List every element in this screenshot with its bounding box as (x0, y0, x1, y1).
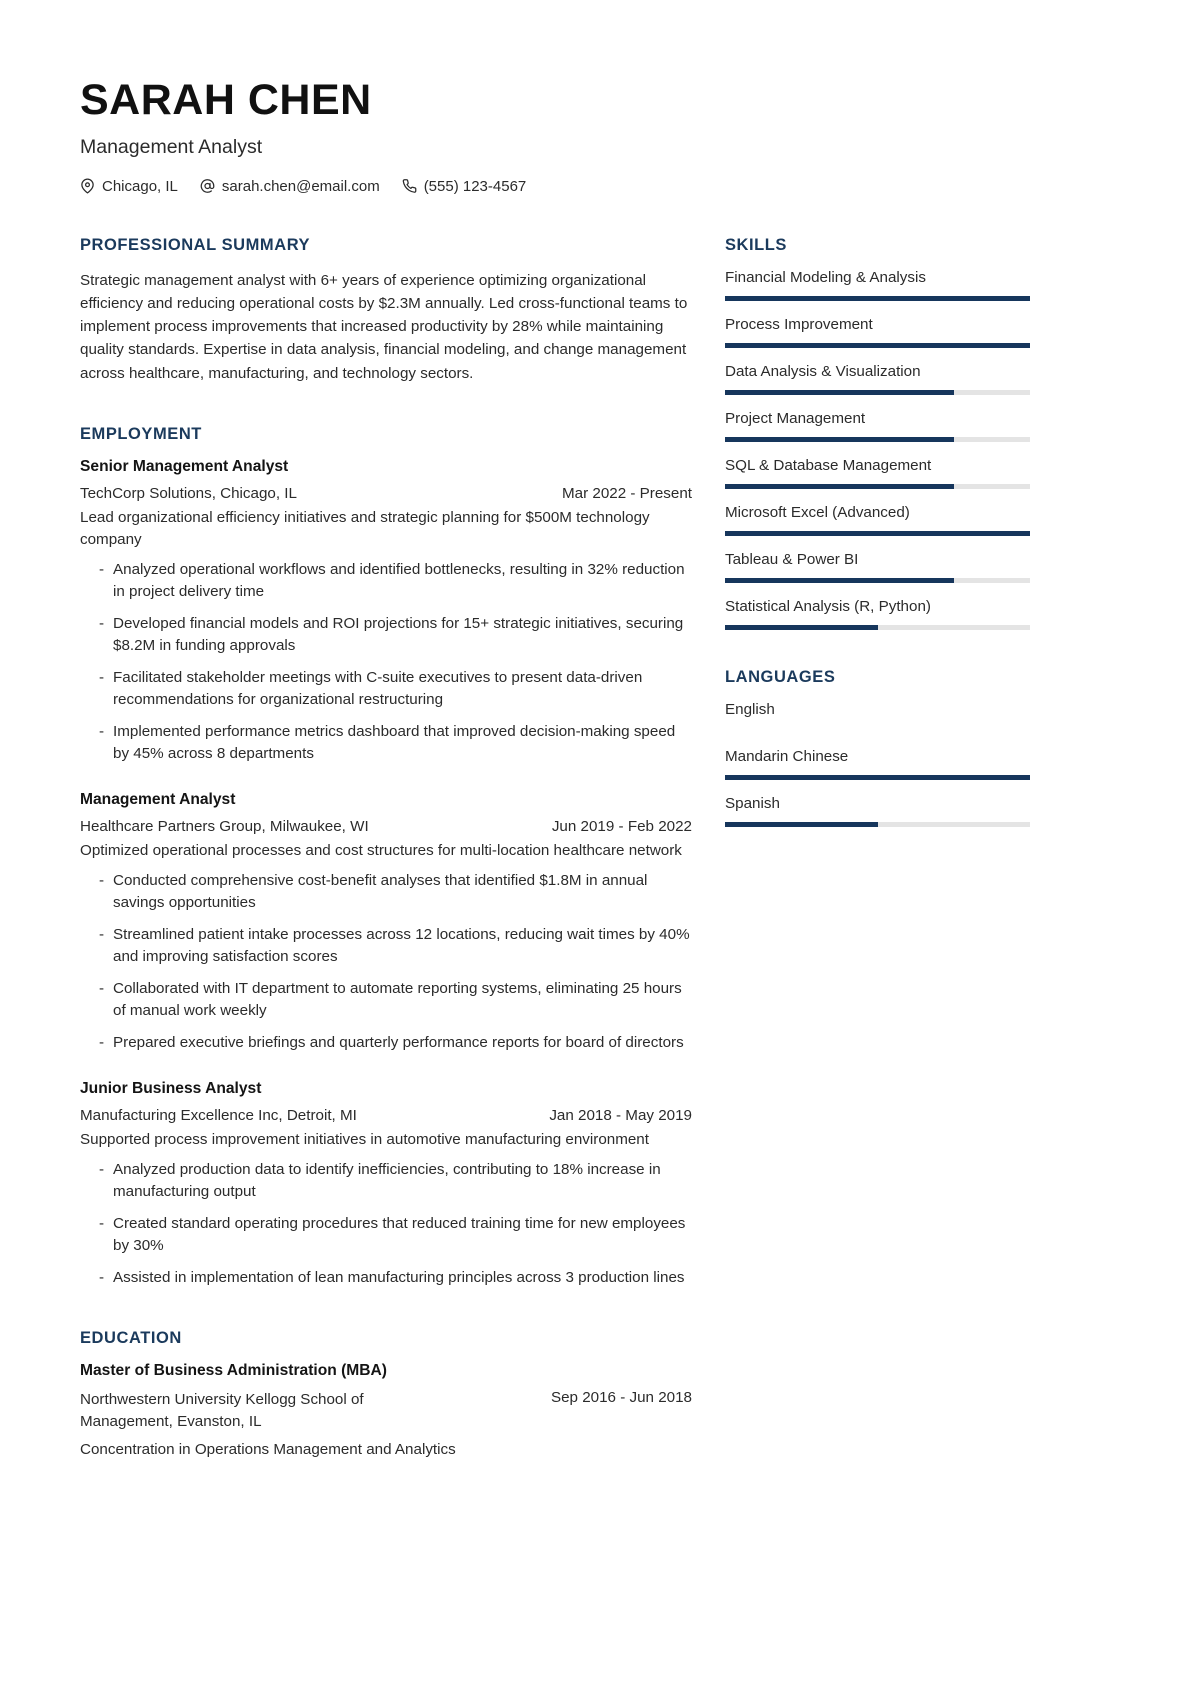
job-bullet: - Facilitated stakeholder meetings with C-suite executives to present data-driven recommendations for organizational restructuring (80, 667, 692, 711)
job-organization: Manufacturing Excellence Inc, Detroit, MI (80, 1107, 357, 1125)
section-skills (725, 236, 1030, 630)
contact-phone (402, 177, 527, 194)
skill-item (725, 410, 1030, 442)
location-pin-icon (80, 177, 95, 194)
skill-bar-fill (725, 578, 954, 583)
section-languages (725, 668, 1030, 827)
at-sign-icon (200, 177, 215, 194)
skill-item (725, 316, 1030, 348)
job-bullet-list (80, 559, 692, 765)
job-title: Senior Management Analyst (80, 457, 289, 475)
skill-bar-fill (725, 296, 1030, 301)
contact-email (200, 177, 380, 194)
employment-heading: EMPLOYMENT (80, 424, 202, 443)
job-bullet: - Analyzed production data to identify inefficiencies, contributing to 18% increase in manufacturing output (80, 1159, 692, 1203)
resume-body (80, 236, 1082, 1461)
skill-label: Data Analysis & Visualization (725, 363, 921, 381)
summary-text: Strategic management analyst with 6+ years of experience optimizing organizational efficiency and reducing operational costs by $2.3M annually. Led cross-functional teams to implement process improvements that increased productivity by 28% while maintaining quality standards. Expertise in data analysis, financial modeling, and change management across healthcare, manufacturing, and technology sectors. (80, 272, 688, 382)
skill-bar-fill (725, 484, 954, 489)
employment-entry (80, 791, 692, 1054)
job-bullet: - Created standard operating procedures that reduced training time for new employees by 30% (80, 1213, 692, 1257)
skill-label: SQL & Database Management (725, 457, 932, 475)
language-label: Mandarin Chinese (725, 748, 849, 766)
skill-bar-track (725, 343, 1030, 348)
job-bullet: - Prepared executive briefings and quarterly performance reports for board of directors (80, 1032, 692, 1054)
language-bar-fill (725, 775, 1030, 780)
skill-label: Project Management (725, 410, 866, 428)
skill-item (725, 457, 1030, 489)
job-meta (80, 485, 692, 502)
language-label: Spanish (725, 795, 780, 813)
job-bullet-list (80, 870, 692, 1054)
contact-row (80, 177, 1082, 194)
phone-icon (402, 177, 417, 194)
job-dates: Jan 2018 - May 2019 (549, 1107, 692, 1125)
skill-bar-track (725, 390, 1030, 395)
skill-item (725, 598, 1030, 630)
skills-heading: SKILLS (725, 236, 787, 255)
job-bullet: - Assisted in implementation of lean manufacturing principles across 3 production lines (80, 1267, 692, 1289)
job-title: Junior Business Analyst (80, 1080, 262, 1098)
skill-item (725, 504, 1030, 536)
language-bar-track (725, 822, 1030, 827)
job-bullet: - Implemented performance metrics dashboard that improved decision-making speed by 45% across 8 departments (80, 721, 692, 765)
skill-label: Microsoft Excel (Advanced) (725, 504, 910, 522)
language-label: English (725, 701, 775, 719)
job-dates: Jun 2019 - Feb 2022 (551, 818, 692, 836)
job-bullet-list (80, 1159, 692, 1289)
job-bullet: - Streamlined patient intake processes across 12 locations, reducing wait times by 40% and improving satisfaction scores (80, 924, 692, 968)
language-bar-track (725, 775, 1030, 780)
skill-label: Tableau & Power BI (725, 551, 859, 569)
resume-header (80, 78, 1082, 194)
employment-entry (80, 1080, 692, 1289)
language-bar-fill (725, 822, 878, 827)
skill-item (725, 269, 1030, 301)
job-description: Optimized operational processes and cost structures for multi-location healthcare network (80, 842, 682, 860)
job-meta (80, 1107, 692, 1124)
skill-bar-fill (725, 437, 954, 442)
job-bullet: - Collaborated with IT department to automate reporting systems, eliminating 25 hours of manual work weekly (80, 978, 692, 1022)
job-description: Lead organizational efficiency initiatives and strategic planning for $500M technology company (80, 508, 650, 549)
skill-bar-track (725, 437, 1030, 442)
skill-bar-track (725, 578, 1030, 583)
languages-heading: LANGUAGES (725, 668, 836, 687)
education-school: Northwestern University Kellogg School of Management, Evanston, IL (80, 1391, 364, 1431)
skill-label: Financial Modeling & Analysis (725, 269, 926, 287)
skill-label: Process Improvement (725, 316, 873, 334)
language-item (725, 748, 1030, 780)
education-heading: EDUCATION (80, 1329, 182, 1348)
education-note: Concentration in Operations Management and Analytics (80, 1441, 456, 1459)
location-text: Chicago, IL (102, 177, 178, 195)
skill-bar-fill (725, 625, 878, 630)
job-meta (80, 818, 692, 835)
contact-location (80, 177, 178, 194)
sidebar-column (725, 236, 1030, 827)
job-bullet: - Conducted comprehensive cost-benefit analyses that identified $1.8M in annual savings opportunities (80, 870, 692, 914)
education-dates: Sep 2016 - Jun 2018 (550, 1389, 692, 1407)
skill-bar-track (725, 296, 1030, 301)
job-organization: TechCorp Solutions, Chicago, IL (80, 484, 297, 502)
section-professional-summary (80, 236, 692, 384)
skill-bar-fill (725, 390, 954, 395)
skill-item (725, 363, 1030, 395)
employment-entry (80, 458, 692, 766)
skill-bar-track (725, 531, 1030, 536)
skill-bar-track (725, 625, 1030, 630)
summary-heading: PROFESSIONAL SUMMARY (80, 236, 311, 255)
candidate-name: SARAH CHEN (80, 76, 372, 124)
skill-item (725, 551, 1030, 583)
main-column (80, 236, 692, 1461)
job-bullet: - Developed financial models and ROI projections for 15+ strategic initiatives, securing $8.2M in funding approvals (80, 613, 692, 657)
phone-text: (555) 123-4567 (423, 177, 527, 195)
section-employment (80, 425, 692, 1290)
candidate-job-title: Management Analyst (80, 136, 263, 159)
job-organization: Healthcare Partners Group, Milwaukee, WI (80, 818, 369, 836)
skill-bar-track (725, 484, 1030, 489)
skill-bar-fill (725, 343, 1030, 348)
skill-bar-fill (725, 531, 1030, 536)
language-item (725, 701, 1030, 733)
job-description: Supported process improvement initiatives in automotive manufacturing environment (80, 1131, 649, 1149)
education-degree: Master of Business Administration (MBA) (80, 1362, 387, 1380)
section-education (80, 1329, 692, 1461)
email-text: sarah.chen@email.com (221, 177, 380, 195)
education-meta (80, 1389, 692, 1433)
language-item (725, 795, 1030, 827)
job-bullet: - Analyzed operational workflows and identified bottlenecks, resulting in 32% reduction in project delivery time (80, 559, 692, 603)
job-dates: Mar 2022 - Present (562, 484, 692, 502)
education-entry (80, 1362, 692, 1461)
skill-label: Statistical Analysis (R, Python) (725, 598, 931, 616)
job-title: Management Analyst (80, 791, 236, 809)
